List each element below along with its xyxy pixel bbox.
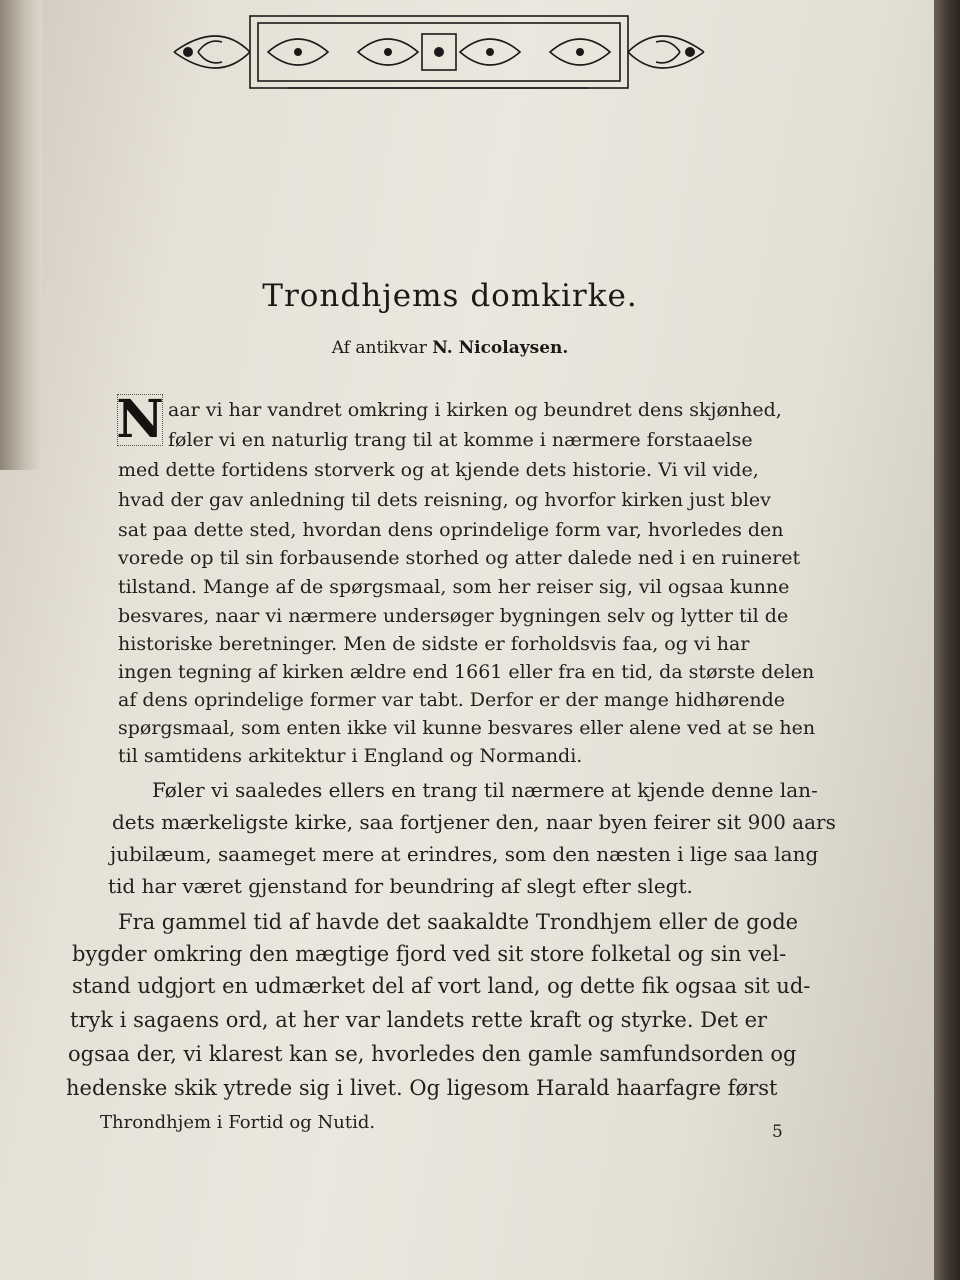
text-line: vorede op til sin forbausende storhed og atter dalede ned i en ruineret <box>118 547 801 569</box>
text-line: ogsaa der, vi klarest kan se, hvorledes den gamle samfundsorden og <box>68 1042 797 1066</box>
byline-prefix: Af antikvar <box>331 338 427 358</box>
byline <box>0 338 900 358</box>
text-line: af dens oprindelige former var tabt. Derfor er der mange hidhørende <box>118 689 785 711</box>
text-line: Fra gammel tid af havde det saakaldte Trondhjem eller de gode <box>118 910 799 934</box>
text-line: jubilæum, saameget mere at erindres, som den næsten i lige saa lang <box>110 842 819 866</box>
text-line: Føler vi saaledes ellers en trang til nærmere at kjende denne lan- <box>152 778 818 802</box>
text-line: tid har været gjenstand for beundring af slegt efter slegt. <box>108 874 693 898</box>
text-line: hvad der gav anledning til dets reisning, og hvorfor kirken just blev <box>118 489 771 511</box>
text-line: aar vi har vandret omkring i kirken og beundret dens skjønhed, <box>168 399 782 421</box>
left-page-edge <box>0 0 42 470</box>
text-line: historiske beretninger. Men de sidste er forholdsvis faa, og vi har <box>118 633 750 655</box>
drop-cap-initial: N <box>116 389 164 450</box>
text-line: stand udgjort en udmærket del af vort land, og dette fik ogsaa sit ud- <box>72 974 811 998</box>
footer-signature: Throndhjem i Fortid og Nutid. <box>100 1112 376 1133</box>
text-line: til samtidens arkitektur i England og Normandi. <box>118 745 583 767</box>
text-line: med dette fortidens storverk og at kjende dets historie. Vi vil vide, <box>118 459 759 481</box>
text-line: ingen tegning af kirken ældre end 1661 eller fra en tid, da største delen <box>118 661 815 683</box>
page-number: 5 <box>772 1122 783 1142</box>
text-line: spørgsmaal, som enten ikke vil kunne besvares eller alene ved at se hen <box>118 717 816 739</box>
text-line: bygder omkring den mægtige fjord ved sit store folketal og sin vel- <box>72 942 787 966</box>
text-line: besvares, naar vi nærmere undersøger bygningen selv og lytter til de <box>118 605 789 627</box>
article-title: Trondhjems domkirke. <box>262 278 638 314</box>
text-line: føler vi en naturlig trang til at komme i nærmere forstaaelse <box>168 429 753 451</box>
text-line: sat paa dette sted, hvordan dens oprindelige form var, hvorledes den <box>118 519 784 541</box>
text-line: hedenske skik ytrede sig i livet. Og ligesom Harald haarfagre først <box>66 1076 778 1100</box>
text-line: tryk i sagaens ord, at her var landets rette kraft og styrke. Det er <box>70 1008 768 1032</box>
text-line: dets mærkeligste kirke, saa fortjener den, naar byen feirer sit 900 aars <box>112 810 836 834</box>
book-spine-edge <box>934 0 960 1280</box>
decorative-header-ornament <box>168 10 708 106</box>
text-line: tilstand. Mange af de spørgsmaal, som her reiser sig, vil ogsaa kunne <box>118 576 790 598</box>
author-name: N. Nicolaysen. <box>432 338 569 358</box>
